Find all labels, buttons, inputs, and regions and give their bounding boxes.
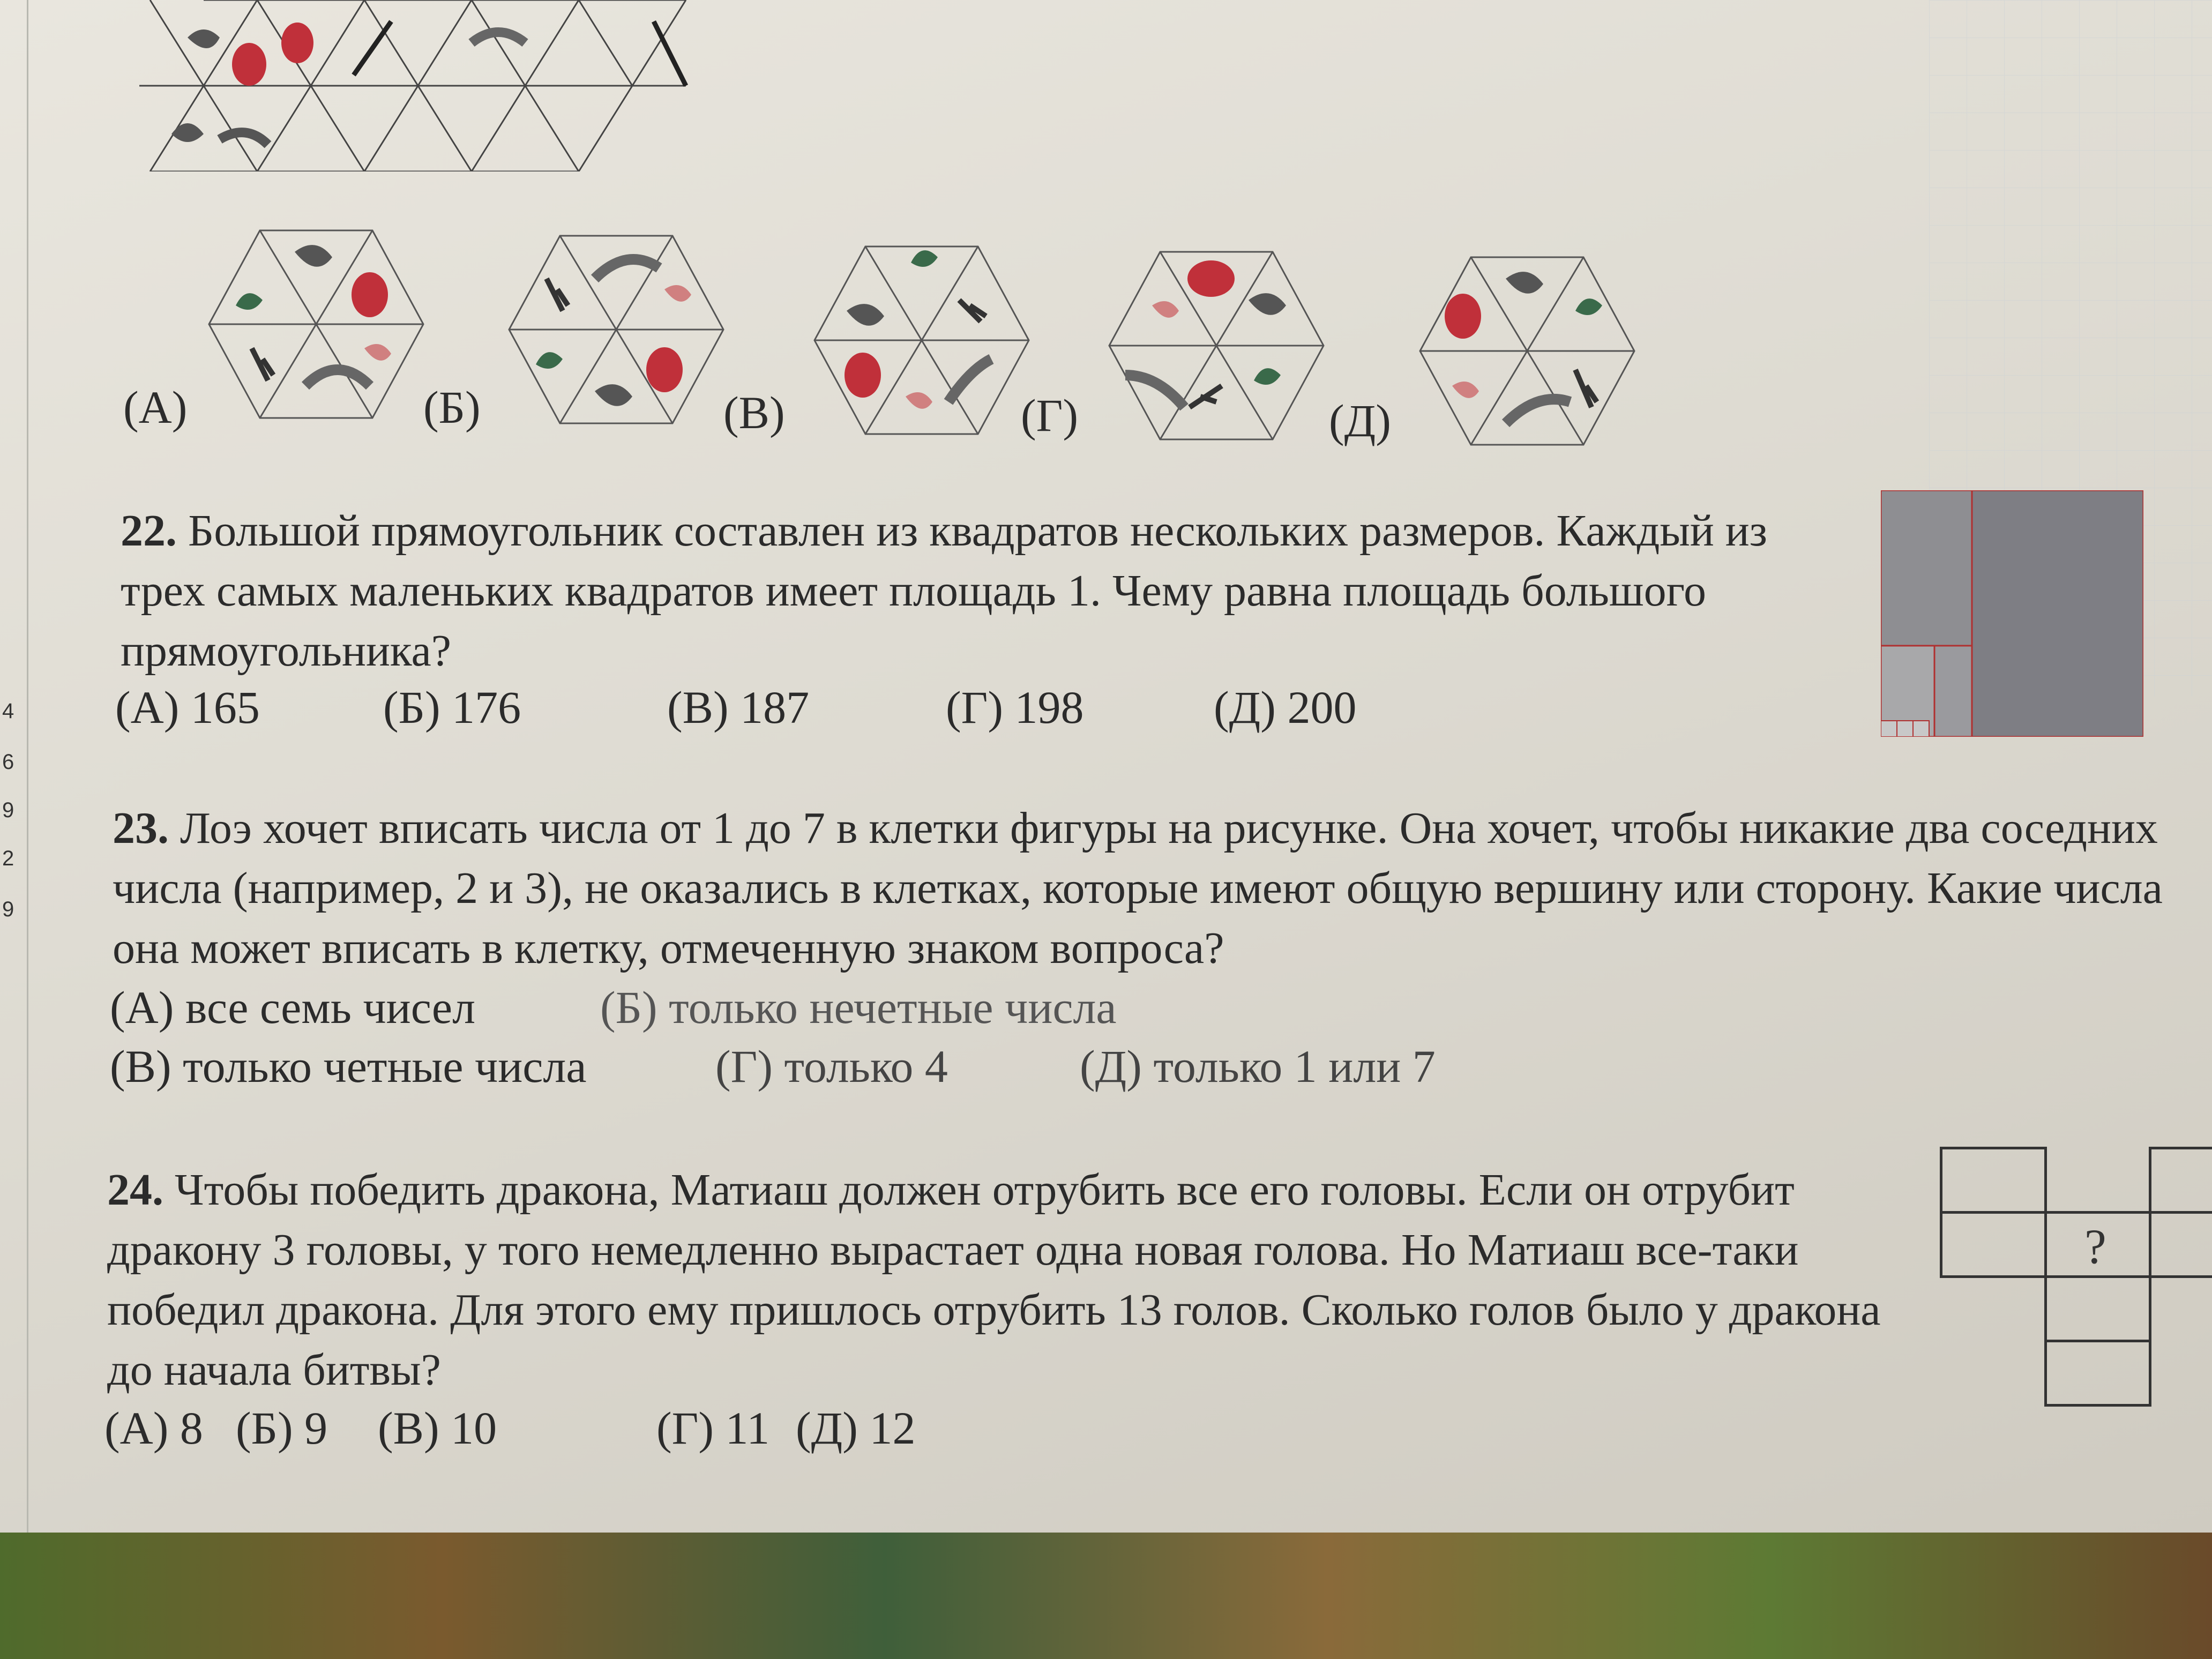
- hexagon-option-d: [1104, 246, 1329, 445]
- hexagon-option-b: [504, 230, 729, 429]
- margin-number: 9: [2, 898, 14, 921]
- grid-cell: [1940, 1211, 2047, 1278]
- option-label-b: (Б): [423, 382, 481, 433]
- grid-cell: [2044, 1275, 2151, 1342]
- margin-number: 9: [2, 798, 14, 822]
- tablecloth-background: [0, 1533, 2212, 1659]
- grid-cell-question: [2044, 1211, 2151, 1278]
- problem-text: Большой прямоугольник составлен из квадратов нескольких размеров. Каждый из трех самых маленьких квадратов имеет площадь 1. Чему равна площадь большого прямоугольника?: [121, 506, 1767, 676]
- problem-text: Лоэ хочет вписать числа от 1 до 7 в клетки фигуры на рисунке. Она хочет, чтобы никакие два соседних числа (например, 2 и 3), не оказались в клетках, которые имеют общую вершину или сторону. Какие числа она может вписать в клетку, отмеченную знаком вопроса?: [113, 803, 2163, 973]
- answer-option: (В) только четные числа: [110, 1041, 587, 1092]
- hexagon-option-c: [809, 241, 1034, 439]
- answer-option: (А) 165: [115, 682, 260, 733]
- problem-number: 24.: [107, 1165, 163, 1215]
- option-label-c: (В): [723, 387, 785, 438]
- answer-option: (А) 8: [104, 1402, 203, 1454]
- answer-option: (Д) 12: [796, 1402, 916, 1454]
- option-label-e: (Д): [1329, 395, 1391, 446]
- answer-option: (Д) 200: [1214, 682, 1357, 733]
- answer-option: (Г) 11: [656, 1402, 770, 1454]
- answer-option: (Г) 198: [946, 682, 1084, 733]
- answer-option: (В) 187: [667, 682, 810, 733]
- problem-23: [113, 798, 2202, 978]
- answer-option: (Г) только 4: [715, 1041, 948, 1092]
- problem-number: 22.: [121, 506, 177, 556]
- problem-22: [121, 501, 1787, 681]
- margin-number: 4: [2, 699, 14, 723]
- option-label-d: (Г): [1021, 390, 1078, 441]
- hexagon-option-e: [1415, 252, 1640, 450]
- answer-option: (В) 10: [378, 1402, 497, 1454]
- question-mark: ?: [2084, 1219, 2106, 1274]
- answer-option: (А) все семь чисел: [110, 982, 475, 1033]
- grid-cell: [1940, 1147, 2047, 1214]
- squares-rectangle-figure: [1881, 490, 2143, 737]
- page-margin-line: [27, 0, 28, 1533]
- option-label-a: (А): [123, 382, 188, 433]
- grid-cell: [2044, 1340, 2151, 1407]
- hexagon-option-a: [204, 225, 429, 423]
- triangle-net-figure: [139, 0, 697, 171]
- grid-cells-figure: [1940, 1147, 2212, 1425]
- answer-option: (Д) только 1 или 7: [1080, 1041, 1436, 1092]
- margin-number: 6: [2, 750, 14, 774]
- problem-24: [107, 1160, 1913, 1400]
- problem-text: Чтобы победить дракона, Матиаш должен отрубить все его головы. Если он отрубит дракону 3 головы, у того немедленно вырастает одна новая голова. Но Матиаш все-таки победил дракона. Для этого ему пришлось отрубить 13 голов. Сколько голов было у дракона до начала битвы?: [107, 1165, 1881, 1395]
- grid-cell: [2149, 1211, 2212, 1278]
- answer-option: (Б) 9: [236, 1402, 328, 1454]
- grid-cell: [2149, 1147, 2212, 1214]
- problem-number: 23.: [113, 803, 169, 853]
- answer-option: (Б) 176: [383, 682, 521, 733]
- answer-option: (Б) только нечетные числа: [600, 982, 1117, 1033]
- margin-number: 2: [2, 847, 14, 870]
